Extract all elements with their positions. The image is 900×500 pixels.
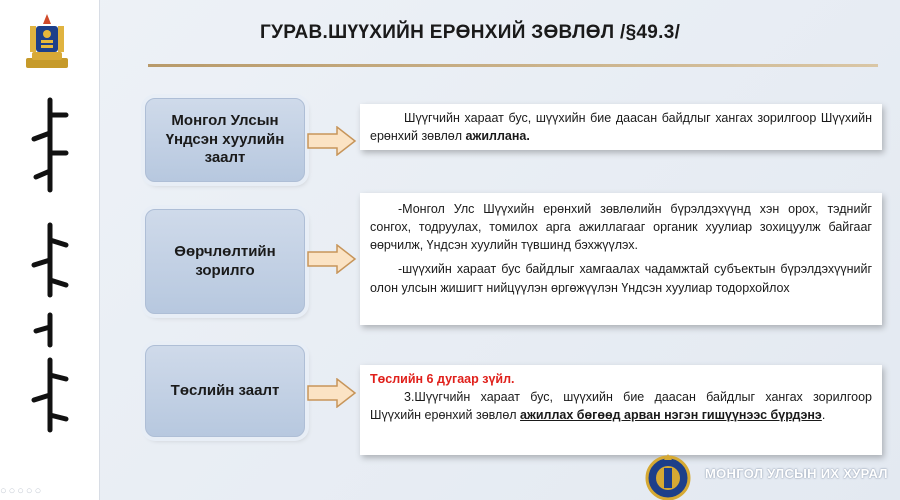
footer-label: МОНГОЛ УЛСЫН ИХ ХУРАЛ [705, 466, 888, 481]
content-text-bold-underlined: ажиллах бөгөөд арван нэгэн гишүүнээс бүрдэнэ [520, 408, 822, 423]
content-paragraph: -Монгол Улс Шүүхийн ерөнхий зөвлөлийн бүрэлдэхүүнд хэн орох, тэднийг сонгох, тодруулах, томилох арга ажиллагааг органик хуулиар зохицуулж байгааг өөрчилж, Үндсэн хуулийн түвшинд бэхжүүлэх. [370, 202, 872, 253]
arrow-right-icon [307, 244, 357, 274]
title-divider [148, 64, 878, 67]
content-paragraph: -шүүхийн хараат бус байдлыг хамгаалах чадамжтай субъектын бүрэлдэхүүнийг олон улсын жишигт нийцүүлэн өргөжүүлэн Үндсэн хуулиар тодорхойлох [370, 262, 872, 295]
content-text-end: . [821, 408, 826, 423]
content-text-bold: ажиллана. [465, 129, 530, 144]
content-box-purpose [360, 193, 882, 325]
mongolian-script-icon [22, 95, 77, 435]
label-text: Өөрчлөлтийн зорилго [174, 242, 276, 279]
label-box-constitution [145, 98, 305, 182]
content-text: 3.Шүүгчийн хараат бус, шүүхийн бие даасан байдлыг хангах зорилгоор Шүүхийн ерөнхий зөвлөл [370, 390, 872, 423]
soyombo-emblem-icon [22, 12, 72, 74]
arrow-right-icon [307, 378, 357, 408]
arrow-right-icon [307, 126, 357, 156]
label-box-purpose [145, 209, 305, 314]
content-text: Шүүгчийн хараат бус, шүүхийн бие даасан байдлыг хангах зорилгоор Шүүхийн ерөнхий зөвлөл [370, 111, 872, 144]
label-text: Төслийн заалт [170, 381, 280, 399]
content-box-constitution [360, 104, 882, 150]
parliament-emblem-icon [642, 452, 694, 500]
page-title: ГУРАВ.ШҮҮХИЙН ЕРӨНХИЙ ЗӨВЛӨЛ /§49.3/ [260, 22, 681, 43]
left-sidebar [0, 0, 100, 500]
label-box-draft [145, 345, 305, 437]
content-box-draft [360, 365, 882, 455]
decorative-dots: ○○○○○ [0, 485, 44, 497]
label-text: Монгол Улсын Үндсэн хуулийн заалт [165, 111, 285, 167]
draft-article-heading: Төслийн 6 дугаар зүйл. [370, 372, 515, 386]
